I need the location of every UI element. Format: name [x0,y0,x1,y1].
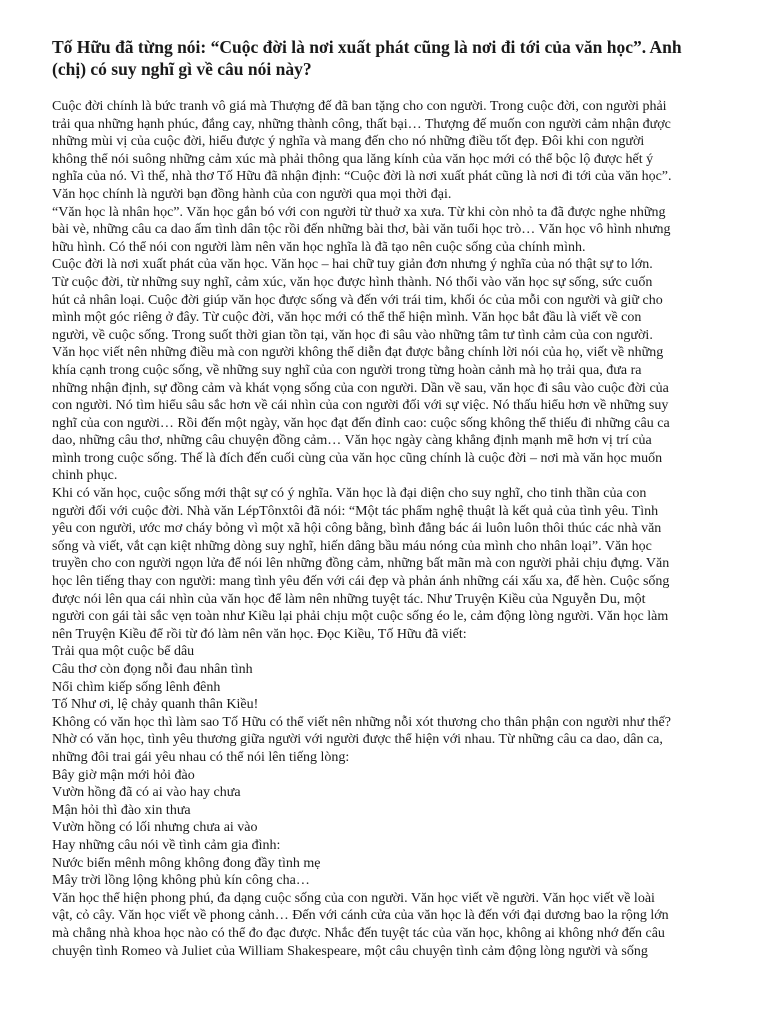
text-line: khía cạnh trong cuộc sống, về những suy nghĩ của con người trong từng hoàn cảnh mà họ trải qua, đưa ra [52,362,642,378]
text-line: những đôi trai gái yêu nhau có thể nói lên tiếng lòng: [52,749,350,765]
text-line: Không có văn học thì làm sao Tố Hữu có thể viết nên những nỗi xót thương cho thân phận con người như thế? [52,714,671,730]
text-line: Cuộc đời chính là bức tranh vô giá mà Thượng đế đã ban tặng cho con người. Trong cuộc đời, con người phải [52,99,667,114]
text-line: Tố Như ơi, lệ chảy quanh thân Kiều! [52,697,259,713]
document-body [52,98,716,960]
text-line: học lên tiếng thay con người: mang tình yêu đến với cái đẹp và phản ánh những cái xấu xa, để hèn. Cuộc sống [52,574,670,590]
text-line: nghĩa của nó. Vì thế, nhà thơ Tố Hữu đã nhận định: “Cuộc đời là nơi xuất phát cũng là nơi đi tới của văn học”. [52,169,672,185]
text-line: nên Truyện Kiều để rồi từ đó làm nên văn học. Đọc Kiều, Tố Hữu đã viết: [52,626,467,642]
text-line: những nhận định, sự đồng cảm và khát vọng sống của con người. Dần về sau, văn học đi sâu vào cuộc đời của [52,380,669,396]
text-line: nghĩ của con người… Rồi đến một ngày, văn học đạt đến đỉnh cao: cuộc sống không thể thiếu đi những câu ca [52,415,670,431]
text-line: Văn học viết nên những điều mà con người không thể diễn đạt được bằng chính lời nói của họ, viết về những [52,345,664,361]
text-line: những mùi vị của cuộc đời, hiểu được ý nghĩa và mang đến cho nó những điều tốt đẹp. Đôi khi con người [52,134,645,150]
text-line: Từ cuộc đời, từ những suy nghĩ, cảm xúc, văn học được hình thành. Nó thổi vào văn học sự sống, sức cuốn [52,274,653,290]
text-line: người, về cuộc sống. Trong suốt thời gian tồn tại, văn học đi sâu vào những tâm tư tình cảm của con người. [52,327,653,343]
text-line: truyền cho con người ngọn lửa để nói lên những đồng cảm, những bất mãn mà con người phải chịu đựng. Văn [52,556,670,572]
title-line: (chị) có suy nghĩ gì về câu nói này? [52,59,312,79]
text-line: Mận hỏi thì đào xin thưa [52,802,191,818]
text-line: người con gái tài sắc vẹn toàn như Kiều lại phải chịu một cuộc sống éo le, cảm động lòng người. Văn học làm [52,609,669,625]
text-line: Bây giờ mận mới hỏi đào [52,767,195,783]
text-line: Hay những câu nói về tình cảm gia đình: [52,837,281,853]
text-line: Nổi chìm kiếp sống lênh đênh [52,679,221,695]
text-line: mà chẳng nhà khoa học nào có thể đo đạc được. Nhắc đến tuyệt tác của văn học, không ai không nhớ đến câu [52,925,665,941]
text-line: Nhờ có văn học, tình yêu thương giữa người với người được thể hiện với nhau. Từ những câu ca dao, dân ca, [52,732,663,748]
title-line: Tố Hữu đã từng nói: “Cuộc đời là nơi xuất phát cũng là nơi đi tới của văn học”. Anh [52,37,682,57]
text-line: Câu thơ còn đọng nỗi đau nhân tình [52,662,253,677]
text-line: Khi có văn học, cuộc sống mới thật sự có ý nghĩa. Văn học là đại diện cho suy nghĩ, cho tinh thần của con [52,486,647,502]
text-line: dao, những câu thơ, những câu chuyện đồng cảm… Văn học ngày càng khẳng định mạnh mẽ hơn vị trí của [52,433,652,449]
text-line: hữu hình. Có thể nói con người làm nên văn học nghĩa là đã tạo nên cuộc sống của chính mình. [52,239,586,255]
text-line: Trải qua một cuộc bể dâu [52,644,195,660]
text-line: Vườn hồng có lối nhưng chưa ai vào [52,820,258,836]
text-line: trải qua những hạnh phúc, đắng cay, những thành công, thất bại… Thượng đế muốn con người cảm nhận được [52,116,671,132]
text-line: “Văn học là nhân học”. Văn học gắn bó với con người từ thuở xa xưa. Từ khi còn nhỏ ta đã được nghe những [52,204,666,220]
text-line: người đối với cuộc đời. Nhà văn LépTônxtôi đã nói: “Một tác phẩm nghệ thuật là kết quả của tình yêu. Tình [52,503,659,519]
text-line: Mây trời lồng lộng không phủ kín công cha… [52,873,310,889]
text-line: con người. Nó tìm hiểu sâu sắc hơn về cái nhìn của con người đối với sự việc. Nó thấu hiểu hơn về những suy [52,398,669,414]
text-line: Văn học thể hiện phong phú, đa dạng cuộc sống của con người. Văn học viết về người. Văn học viết về loài [52,890,655,906]
text-line: được nói lên qua cái nhìn của văn học để làm nên những tuyệt tác. Như Truyện Kiều của Nguyễn Du, một [52,591,646,607]
text-line: mình một góc riêng ở đây. Từ cuộc đời, văn học mới có thể thể hiện mình. Văn học bắt đầu là viết về con [52,310,642,326]
text-line: Văn học chính là người bạn đồng hành của con người qua mọi thời đại. [52,186,452,202]
text-line: Nước biển mênh mông không đong đầy tình mẹ [52,855,321,871]
text-line: Vườn hồng đã có ai vào hay chưa [52,785,241,801]
text-line: sống và viết, vắt cạn kiệt những dòng suy nghĩ, hiến dâng bầu máu nóng của mình cho nhân loại”. Văn học [52,538,652,554]
text-line: chinh phục. [52,468,118,484]
text-line: vật, cỏ cây. Văn học viết về phong cảnh… Đến với cánh cửa của văn học là đến với đại dương bao la rộng lớn [52,908,669,924]
text-line: bài vè, những câu ca dao ấm tình dân tộc rồi đến những bài thơ, bài văn tuổi học trò… Văn học vô hình nhưng [52,222,671,238]
text-line: yêu con người, ước mơ cháy bỏng vì một xã hội công bằng, bình đẳng bác ái luôn luôn thôi thúc các nhà văn [52,521,662,537]
text-line: Cuộc đời là nơi xuất phát của văn học. Văn học – hai chữ tuy giản đơn nhưng ý nghĩa của nó thật sự to lớn. [52,257,653,273]
text-line: chuyện tình Romeo và Juliet của William Shakespeare, một câu chuyện tình cảm động lòng người và sống [52,943,648,959]
text-line: không thể nói suông những cảm xúc mà phải thông qua lăng kính của văn học mới có thể bộc lộ được hết ý [52,151,654,167]
document-title [52,36,716,80]
text-line: mình trong cuộc sống. Thế là đích đến cuối cùng của văn học cũng chính là cuộc đời – nơi mà văn học muốn [52,450,663,466]
text-line: hút cả nhân loại. Cuộc đời giúp văn học được sống và đến với trái tim, khối óc của mỗi con người và giữ cho [52,292,663,308]
